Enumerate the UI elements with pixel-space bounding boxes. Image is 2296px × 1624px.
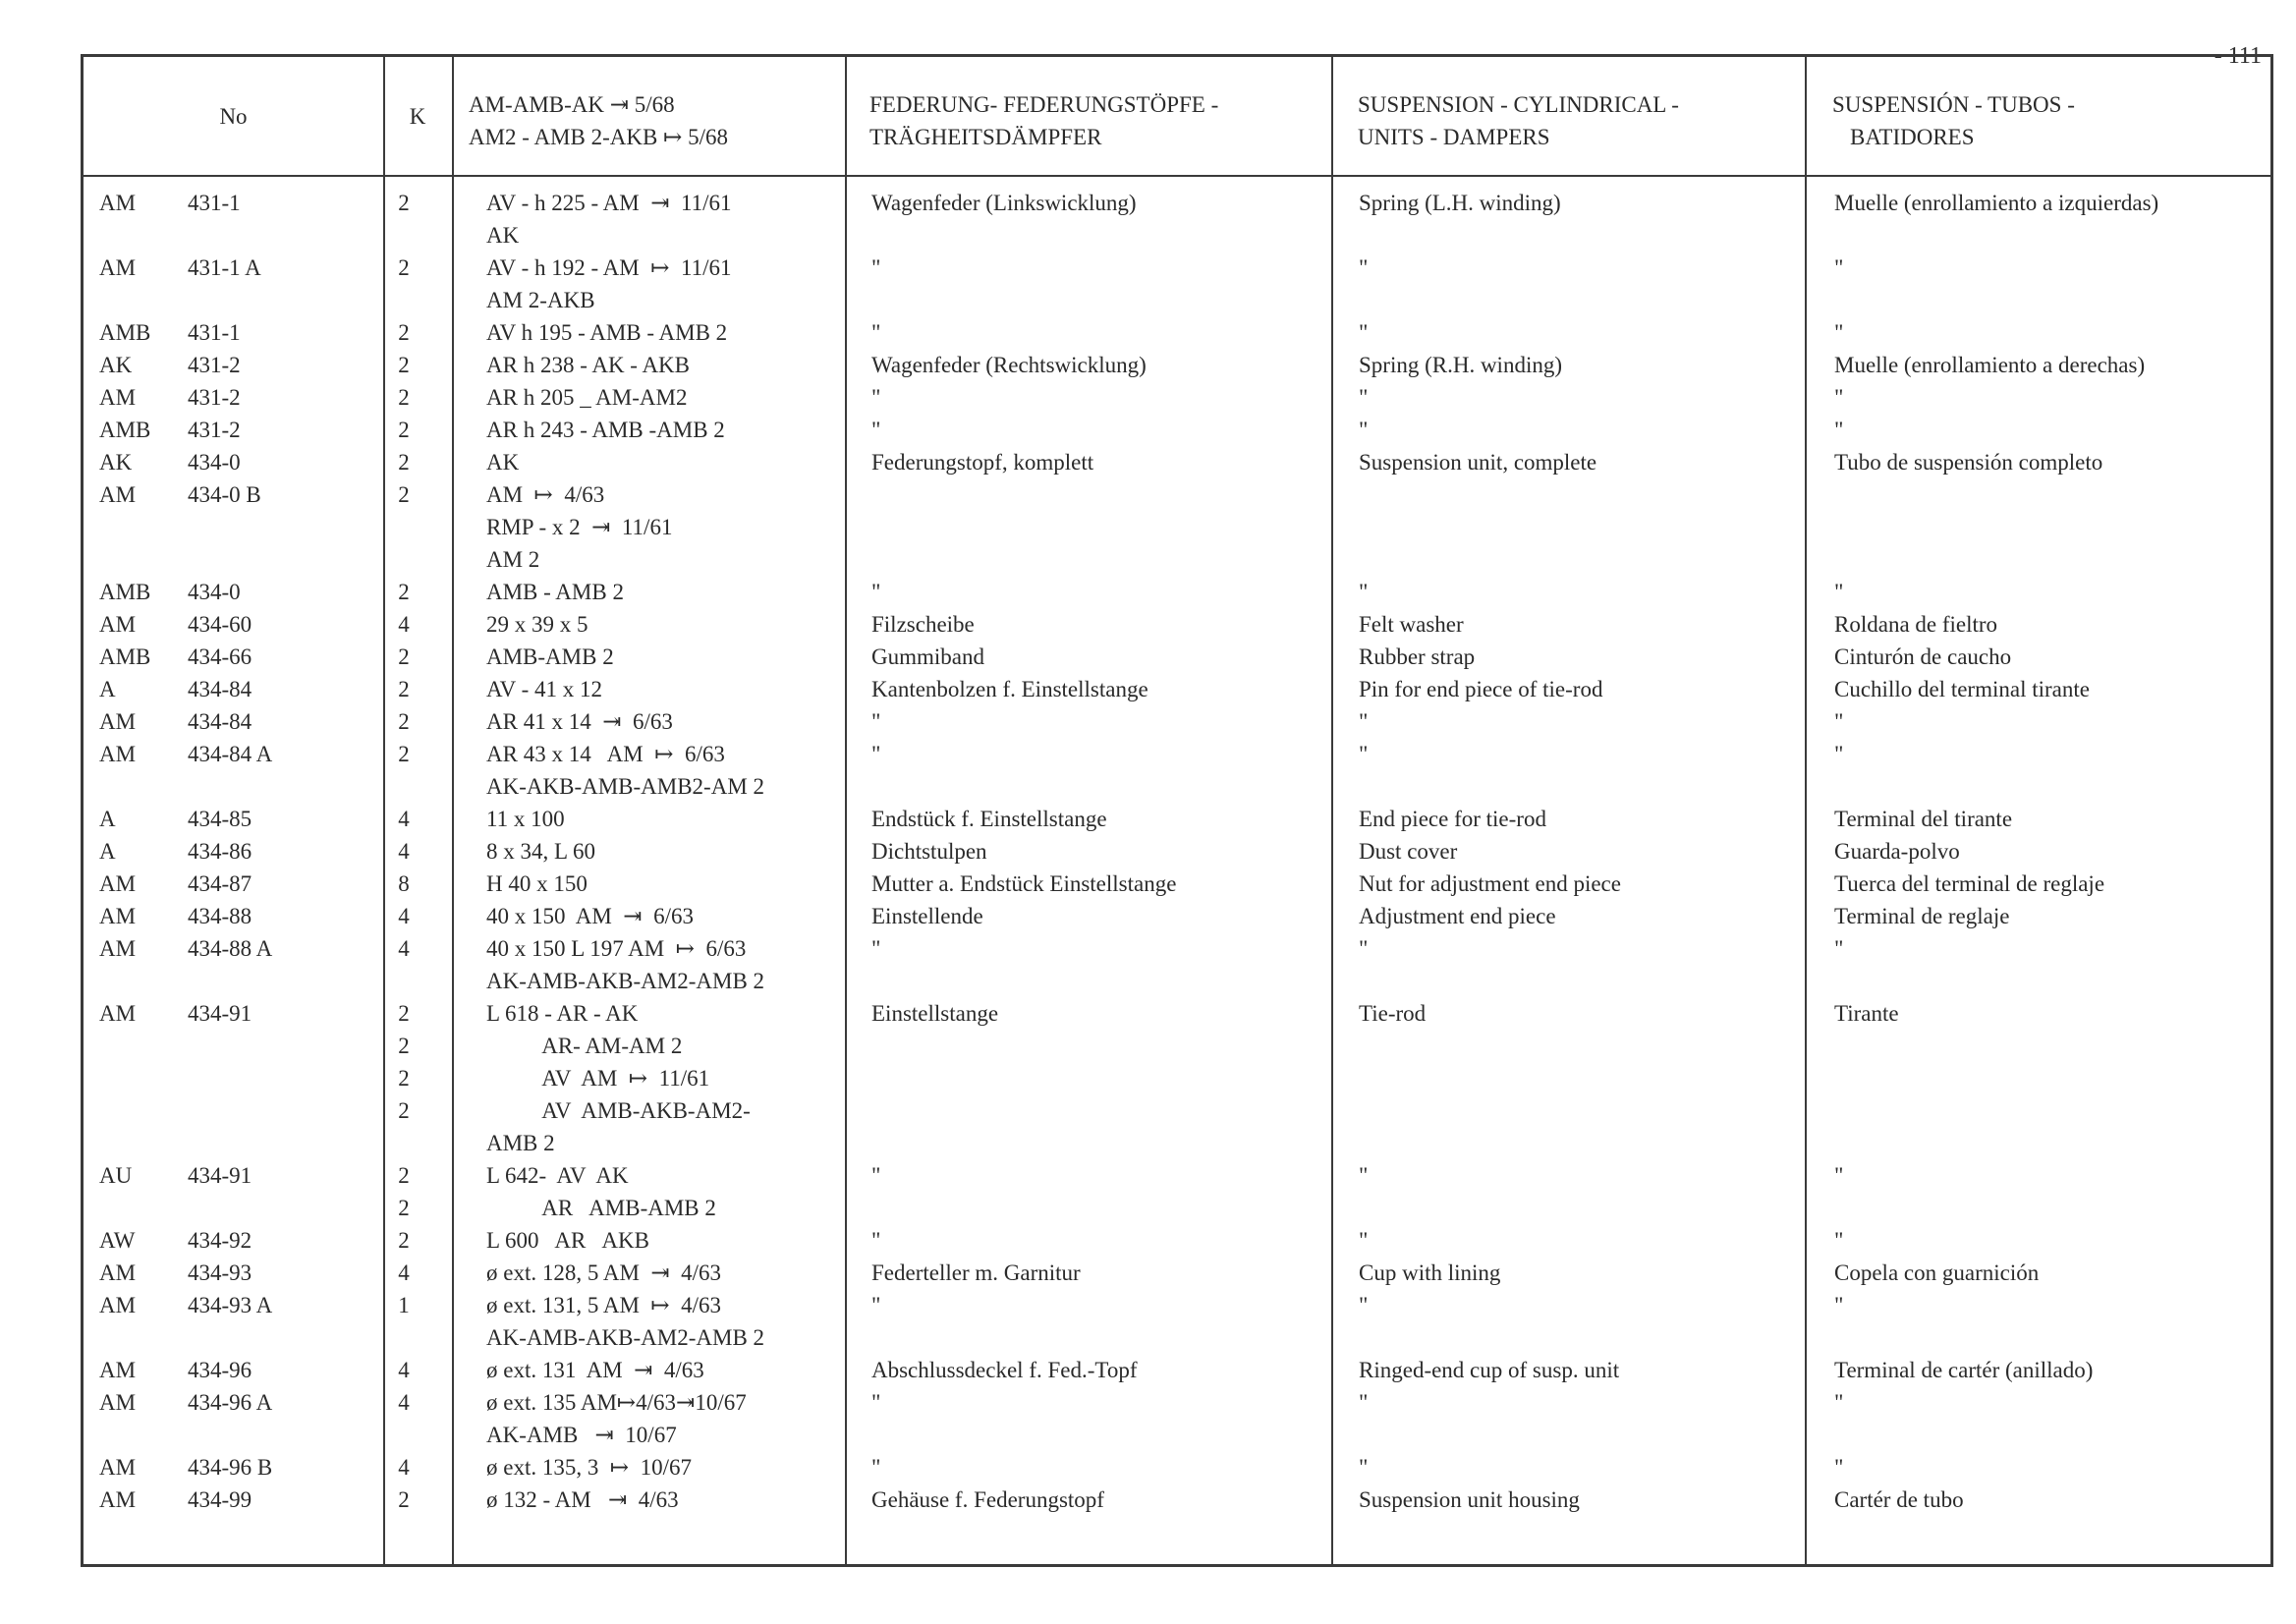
parts-table bbox=[81, 54, 2273, 1567]
part-prefix: AM bbox=[99, 191, 137, 215]
description-spanish: " bbox=[1834, 1390, 1844, 1415]
description-english: Adjustment end piece bbox=[1359, 904, 1556, 928]
page-number: - 111 bbox=[2213, 43, 2262, 69]
quantity: 4 bbox=[398, 904, 410, 928]
description-german: Federteller m. Garnitur bbox=[871, 1260, 1081, 1285]
description-german: Einstellende bbox=[871, 904, 983, 928]
model-spec: AK bbox=[486, 450, 520, 475]
description-english: Suspension unit housing bbox=[1359, 1487, 1580, 1512]
description-spanish: " bbox=[1834, 320, 1844, 345]
description-german: " bbox=[871, 418, 881, 442]
part-prefix: AM bbox=[99, 1390, 137, 1415]
model-spec: 8 x 34, L 60 bbox=[486, 839, 595, 864]
part-number: 434-99 bbox=[188, 1487, 252, 1512]
quantity: 4 bbox=[398, 1358, 410, 1382]
description-spanish: Tubo de suspensión completo bbox=[1834, 450, 2103, 475]
description-spanish: " bbox=[1834, 936, 1844, 961]
part-prefix: AK bbox=[99, 450, 133, 475]
description-english: " bbox=[1359, 255, 1369, 280]
description-german: " bbox=[871, 1228, 881, 1253]
part-number: 434-84 bbox=[188, 677, 252, 701]
part-number: 434-0 B bbox=[188, 482, 261, 507]
model-spec: AK-AMB-AKB-AM2-AMB 2 bbox=[486, 1325, 765, 1350]
description-german: Gehäuse f. Federungstopf bbox=[871, 1487, 1104, 1512]
part-number: 434-84 bbox=[188, 709, 252, 734]
description-english: Nut for adjustment end piece bbox=[1359, 871, 1621, 896]
quantity: 2 bbox=[398, 191, 410, 215]
description-german: Wagenfeder (Linkswicklung) bbox=[871, 191, 1137, 215]
column-divider bbox=[845, 57, 847, 1564]
column-divider bbox=[383, 57, 385, 1564]
description-english: Spring (L.H. winding) bbox=[1359, 191, 1561, 215]
model-spec: AR 43 x 14 AM ↦ 6/63 bbox=[486, 742, 725, 766]
model-spec: AM 2-AKB bbox=[486, 288, 595, 312]
part-prefix: AM bbox=[99, 904, 137, 928]
quantity: 2 bbox=[398, 1034, 410, 1058]
header-spanish-line-1: SUSPENSIÓN - TUBOS - bbox=[1832, 92, 2075, 117]
description-english: " bbox=[1359, 1293, 1369, 1317]
part-number: 434-85 bbox=[188, 807, 252, 831]
description-spanish: " bbox=[1834, 1228, 1844, 1253]
part-number: 434-66 bbox=[188, 644, 252, 669]
description-english: " bbox=[1359, 385, 1369, 410]
part-prefix: AM bbox=[99, 612, 137, 637]
model-spec: AR 41 x 14 ⇥ 6/63 bbox=[486, 709, 673, 734]
model-spec: L 600 AR AKB bbox=[486, 1228, 649, 1253]
header-german-line-2: TRÄGHEITSDÄMPFER bbox=[869, 125, 1102, 149]
quantity: 2 bbox=[398, 1487, 410, 1512]
description-english: " bbox=[1359, 1455, 1369, 1480]
description-spanish: " bbox=[1834, 418, 1844, 442]
quantity: 2 bbox=[398, 385, 410, 410]
part-number: 434-88 bbox=[188, 904, 252, 928]
column-divider bbox=[1805, 57, 1807, 1564]
description-spanish: Muelle (enrollamiento a izquierdas) bbox=[1834, 191, 2159, 215]
quantity: 2 bbox=[398, 482, 410, 507]
part-prefix: AMB bbox=[99, 418, 151, 442]
description-spanish: Cuchillo del terminal tirante bbox=[1834, 677, 2090, 701]
quantity: 4 bbox=[398, 936, 410, 961]
description-english: " bbox=[1359, 1163, 1369, 1188]
model-spec: ø 132 - AM ⇥ 4/63 bbox=[486, 1487, 679, 1512]
description-spanish: " bbox=[1834, 1455, 1844, 1480]
part-prefix: AMB bbox=[99, 644, 151, 669]
part-number: 431-1 bbox=[188, 191, 241, 215]
quantity: 2 bbox=[398, 1001, 410, 1026]
part-prefix: AM bbox=[99, 936, 137, 961]
quantity: 4 bbox=[398, 1455, 410, 1480]
quantity: 1 bbox=[398, 1293, 410, 1317]
part-number: 431-1 A bbox=[188, 255, 261, 280]
description-english: Suspension unit, complete bbox=[1359, 450, 1597, 475]
model-spec: AM ↦ 4/63 bbox=[486, 482, 605, 507]
model-spec: AR- AM-AM 2 bbox=[486, 1034, 683, 1058]
part-prefix: AM bbox=[99, 1358, 137, 1382]
model-spec: 11 x 100 bbox=[486, 807, 565, 831]
description-english: " bbox=[1359, 1228, 1369, 1253]
header-divider bbox=[84, 175, 2270, 177]
model-spec: AM 2 bbox=[486, 547, 540, 572]
model-spec: AK bbox=[486, 223, 520, 248]
quantity: 2 bbox=[398, 709, 410, 734]
quantity: 2 bbox=[398, 353, 410, 377]
model-spec: AV AMB-AKB-AM2- bbox=[486, 1098, 751, 1123]
part-prefix: AM bbox=[99, 482, 137, 507]
quantity: 2 bbox=[398, 644, 410, 669]
part-prefix: AM bbox=[99, 742, 137, 766]
description-english: " bbox=[1359, 936, 1369, 961]
model-spec: AR h 205 _ AM-AM2 bbox=[486, 385, 688, 410]
description-german: Federungstopf, komplett bbox=[871, 450, 1094, 475]
quantity: 2 bbox=[398, 1163, 410, 1188]
description-spanish: " bbox=[1834, 580, 1844, 604]
description-german: " bbox=[871, 1293, 881, 1317]
part-prefix: A bbox=[99, 839, 116, 864]
description-german: Endstück f. Einstellstange bbox=[871, 807, 1107, 831]
description-spanish: " bbox=[1834, 1163, 1844, 1188]
header-models bbox=[469, 57, 728, 175]
part-prefix: A bbox=[99, 807, 116, 831]
model-spec: AMB 2 bbox=[486, 1131, 555, 1155]
description-english: Pin for end piece of tie-rod bbox=[1359, 677, 1603, 701]
part-prefix: AM bbox=[99, 1455, 137, 1480]
header-spanish-line-2: BATIDORES bbox=[1850, 125, 1975, 149]
header-k: K bbox=[409, 104, 426, 129]
description-english: Cup with lining bbox=[1359, 1260, 1501, 1285]
description-english: Felt washer bbox=[1359, 612, 1464, 637]
part-number: 431-2 bbox=[188, 418, 241, 442]
description-english: Dust cover bbox=[1359, 839, 1458, 864]
quantity: 4 bbox=[398, 1260, 410, 1285]
description-german: " bbox=[871, 936, 881, 961]
part-number: 434-88 A bbox=[188, 936, 273, 961]
quantity: 2 bbox=[398, 418, 410, 442]
description-spanish: Tuerca del terminal de reglaje bbox=[1834, 871, 2105, 896]
quantity: 2 bbox=[398, 1066, 410, 1091]
quantity: 2 bbox=[398, 1228, 410, 1253]
model-spec: ø ext. 135, 3 ↦ 10/67 bbox=[486, 1455, 693, 1480]
part-prefix: AM bbox=[99, 1260, 137, 1285]
model-spec: L 618 - AR - AK bbox=[486, 1001, 639, 1026]
description-german: Einstellstange bbox=[871, 1001, 999, 1026]
part-prefix: AM bbox=[99, 1001, 137, 1026]
quantity: 4 bbox=[398, 1390, 410, 1415]
column-divider bbox=[1331, 57, 1333, 1564]
model-spec: AK-AKB-AMB-AMB2-AM 2 bbox=[486, 774, 765, 799]
part-number: 431-2 bbox=[188, 353, 241, 377]
part-number: 434-92 bbox=[188, 1228, 252, 1253]
model-spec: 40 x 150 L 197 AM ↦ 6/63 bbox=[486, 936, 747, 961]
part-number: 434-93 bbox=[188, 1260, 252, 1285]
description-english: " bbox=[1359, 709, 1369, 734]
description-english: Rubber strap bbox=[1359, 644, 1476, 669]
part-prefix: AM bbox=[99, 1487, 137, 1512]
description-german: Wagenfeder (Rechtswicklung) bbox=[871, 353, 1147, 377]
part-number: 434-60 bbox=[188, 612, 252, 637]
description-spanish: " bbox=[1834, 742, 1844, 766]
model-spec: ø ext. 131 AM ⇥ 4/63 bbox=[486, 1358, 704, 1382]
part-number: 434-91 bbox=[188, 1001, 252, 1026]
model-spec: AR h 243 - AMB -AMB 2 bbox=[486, 418, 725, 442]
model-spec: AV - h 192 - AM ↦ 11/61 bbox=[486, 255, 732, 280]
header-english bbox=[1358, 57, 1679, 175]
description-spanish: Tirante bbox=[1834, 1001, 1899, 1026]
header-german-line-1: FEDERUNG- FEDERUNGSTÖPFE - bbox=[869, 92, 1219, 117]
description-english: Tie-rod bbox=[1359, 1001, 1427, 1026]
part-prefix: AM bbox=[99, 871, 137, 896]
description-spanish: " bbox=[1834, 255, 1844, 280]
quantity: 4 bbox=[398, 612, 410, 637]
part-prefix: AM bbox=[99, 709, 137, 734]
part-number: 434-84 A bbox=[188, 742, 273, 766]
model-spec: AV AM ↦ 11/61 bbox=[486, 1066, 710, 1091]
part-prefix: AMB bbox=[99, 580, 151, 604]
description-english: Spring (R.H. winding) bbox=[1359, 353, 1562, 377]
quantity: 2 bbox=[398, 580, 410, 604]
description-german: Filzscheibe bbox=[871, 612, 975, 637]
part-number: 434-93 A bbox=[188, 1293, 273, 1317]
model-spec: 29 x 39 x 5 bbox=[486, 612, 588, 637]
description-spanish: Cinturón de caucho bbox=[1834, 644, 2012, 669]
model-spec: AR h 238 - AK - AKB bbox=[486, 353, 691, 377]
model-spec: AK-AMB-AKB-AM2-AMB 2 bbox=[486, 969, 765, 993]
description-spanish: " bbox=[1834, 1293, 1844, 1317]
quantity: 2 bbox=[398, 255, 410, 280]
description-spanish: Guarda-polvo bbox=[1834, 839, 1960, 864]
part-number: 431-1 bbox=[188, 320, 241, 345]
description-german: " bbox=[871, 320, 881, 345]
model-spec: ø ext. 135 AM↦4/63⇥10/67 bbox=[486, 1390, 747, 1415]
part-number: 434-87 bbox=[188, 871, 252, 896]
description-spanish: Terminal del tirante bbox=[1834, 807, 2013, 831]
part-prefix: AK bbox=[99, 353, 133, 377]
part-prefix: AM bbox=[99, 1293, 137, 1317]
description-german: " bbox=[871, 742, 881, 766]
description-spanish: Terminal de cartér (anillado) bbox=[1834, 1358, 2094, 1382]
description-english: " bbox=[1359, 320, 1369, 345]
description-german: " bbox=[871, 255, 881, 280]
quantity: 4 bbox=[398, 839, 410, 864]
model-spec: AK-AMB ⇥ 10/67 bbox=[486, 1423, 677, 1447]
model-spec: AV - h 225 - AM ⇥ 11/61 bbox=[486, 191, 732, 215]
quantity: 2 bbox=[398, 742, 410, 766]
model-spec: ø ext. 131, 5 AM ↦ 4/63 bbox=[486, 1293, 722, 1317]
column-divider bbox=[452, 57, 454, 1564]
description-english: End piece for tie-rod bbox=[1359, 807, 1546, 831]
description-spanish: Cartér de tubo bbox=[1834, 1487, 1964, 1512]
model-spec: AV - 41 x 12 bbox=[486, 677, 602, 701]
description-german: Mutter a. Endstück Einstellstange bbox=[871, 871, 1177, 896]
header-german bbox=[869, 57, 1218, 175]
description-german: Dichtstulpen bbox=[871, 839, 987, 864]
model-spec: H 40 x 150 bbox=[486, 871, 588, 896]
part-prefix: AW bbox=[99, 1228, 136, 1253]
model-spec: L 642- AV AK bbox=[486, 1163, 629, 1188]
header-spanish bbox=[1832, 57, 2075, 175]
description-spanish: Terminal de reglaje bbox=[1834, 904, 2010, 928]
model-spec: RMP - x 2 ⇥ 11/61 bbox=[486, 515, 673, 539]
header-english-line-2: UNITS - DAMPERS bbox=[1358, 125, 1550, 149]
description-german: " bbox=[871, 385, 881, 410]
header-no: No bbox=[219, 104, 248, 129]
part-prefix: A bbox=[99, 677, 116, 701]
quantity: 8 bbox=[398, 871, 410, 896]
part-prefix: AM bbox=[99, 385, 137, 410]
description-german: " bbox=[871, 1163, 881, 1188]
header-models-line-1: AM-AMB-AK ⇥ 5/68 bbox=[469, 92, 675, 117]
quantity: 4 bbox=[398, 807, 410, 831]
quantity: 2 bbox=[398, 1098, 410, 1123]
description-english: " bbox=[1359, 742, 1369, 766]
model-spec: AMB-AMB 2 bbox=[486, 644, 614, 669]
model-spec: AMB - AMB 2 bbox=[486, 580, 624, 604]
model-spec: AR AMB-AMB 2 bbox=[486, 1196, 716, 1220]
part-prefix: AM bbox=[99, 255, 137, 280]
part-number: 434-0 bbox=[188, 450, 241, 475]
model-spec: ø ext. 128, 5 AM ⇥ 4/63 bbox=[486, 1260, 722, 1285]
part-number: 434-0 bbox=[188, 580, 241, 604]
part-prefix: AU bbox=[99, 1163, 133, 1188]
description-german: Abschlussdeckel f. Fed.-Topf bbox=[871, 1358, 1138, 1382]
part-prefix: AMB bbox=[99, 320, 151, 345]
description-spanish: " bbox=[1834, 385, 1844, 410]
part-number: 434-91 bbox=[188, 1163, 252, 1188]
quantity: 2 bbox=[398, 320, 410, 345]
description-spanish: " bbox=[1834, 709, 1844, 734]
description-german: Kantenbolzen f. Einstellstange bbox=[871, 677, 1148, 701]
description-german: " bbox=[871, 1390, 881, 1415]
model-spec: 40 x 150 AM ⇥ 6/63 bbox=[486, 904, 694, 928]
part-number: 434-86 bbox=[188, 839, 252, 864]
description-german: " bbox=[871, 1455, 881, 1480]
description-german: " bbox=[871, 709, 881, 734]
quantity: 2 bbox=[398, 1196, 410, 1220]
description-spanish: Copela con guarnición bbox=[1834, 1260, 2040, 1285]
header-english-line-1: SUSPENSION - CYLINDRICAL - bbox=[1358, 92, 1679, 117]
part-number: 434-96 B bbox=[188, 1455, 273, 1480]
description-german: Gummiband bbox=[871, 644, 984, 669]
description-english: " bbox=[1359, 1390, 1369, 1415]
description-german: " bbox=[871, 580, 881, 604]
description-spanish: Roldana de fieltro bbox=[1834, 612, 1998, 637]
description-spanish: Muelle (enrollamiento a derechas) bbox=[1834, 353, 2146, 377]
part-number: 434-96 bbox=[188, 1358, 252, 1382]
quantity: 2 bbox=[398, 450, 410, 475]
part-number: 434-96 A bbox=[188, 1390, 273, 1415]
description-english: Ringed-end cup of susp. unit bbox=[1359, 1358, 1620, 1382]
quantity: 2 bbox=[398, 677, 410, 701]
header-models-line-2: AM2 - AMB 2-AKB ↦ 5/68 bbox=[469, 125, 728, 149]
description-english: " bbox=[1359, 418, 1369, 442]
model-spec: AV h 195 - AMB - AMB 2 bbox=[486, 320, 728, 345]
description-english: " bbox=[1359, 580, 1369, 604]
part-number: 431-2 bbox=[188, 385, 241, 410]
